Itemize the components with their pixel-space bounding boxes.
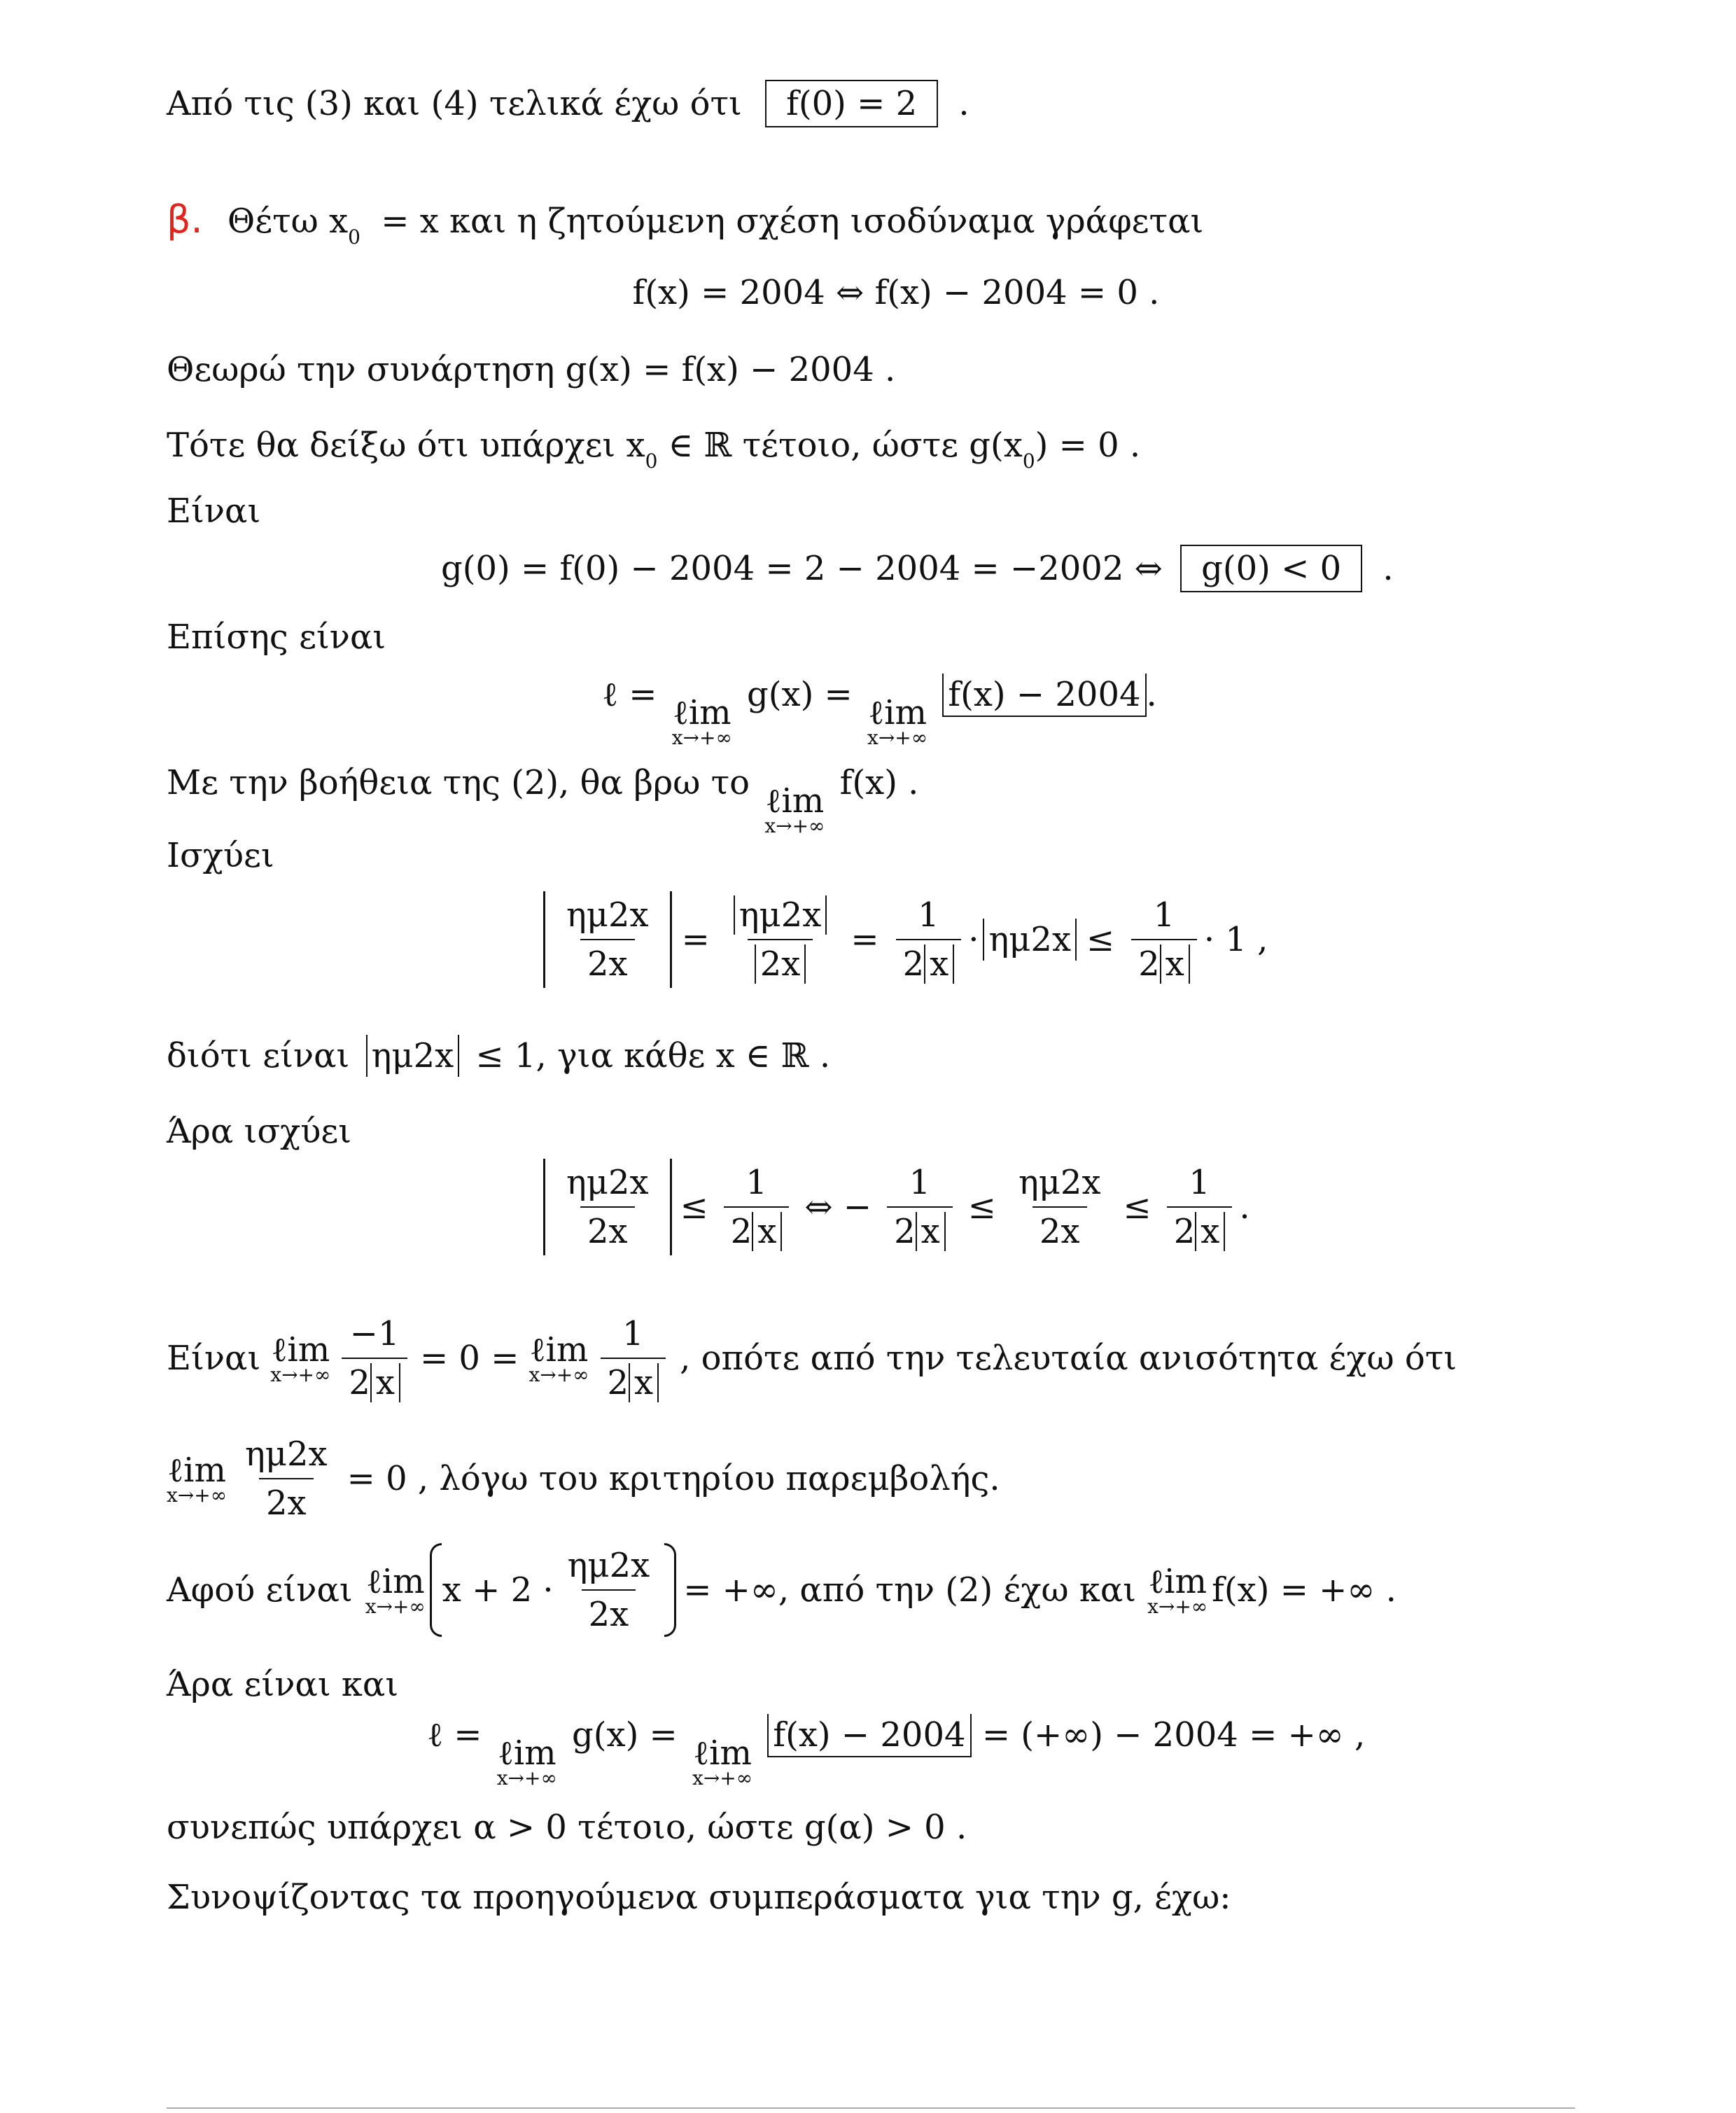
leq: ≤ [967,1187,996,1227]
text: Θέτω x [227,202,349,241]
line-squeeze-result [167,1430,1000,1528]
text: ∈ ℝ τέτοιο, ώστε g(x [668,426,1023,465]
abs-value: ημ2x [366,1035,460,1077]
iff: ⇔ − [804,1187,872,1227]
equation-g0 [441,545,1394,592]
period: . [958,84,969,123]
equation-text: g(0) = f(0) − 2004 = 2 − 2004 = −2002 ⇔ [441,549,1163,588]
lim-sub: x→+∞ [764,814,825,837]
abs-x: x [629,1363,659,1402]
line-limit-plus-inf [167,1537,1396,1643]
text: ℓ = [427,1715,482,1755]
text: Αφού είναι [167,1570,353,1610]
dot: · [968,920,979,959]
lim-text: ℓim [868,693,927,732]
denominator: 2x [755,944,806,984]
bracketed-expression: f(x) − 2004 [942,674,1146,717]
lim-text: ℓim [1148,1562,1208,1601]
numerator: 1 [622,1314,644,1353]
abs-x: x [1195,1212,1225,1251]
lim-sub: x→+∞ [1147,1595,1208,1618]
text: Επίσης είναι [167,618,386,657]
limit-operator [365,1562,426,1618]
limit-operator [671,693,732,749]
part-label: β. [167,197,203,242]
text: ≤ 1, για κάθε x ∈ ℝ . [475,1036,831,1075]
numerator: ημ2x [245,1435,328,1474]
lim-sub: x→+∞ [167,1484,227,1507]
lim-sub: x→+∞ [671,726,732,749]
numerator: 1 [1153,895,1175,935]
text: g(x) = [572,1715,678,1755]
numerator: 1 [918,895,939,935]
limit-operator [867,693,928,749]
denominator: 2 [349,1363,370,1402]
numerator: ημ2x [566,1163,649,1202]
subscript: 0 [348,225,360,249]
abs-x: x [752,1212,782,1251]
text: Από τις (3) και (4) τελικά έχω ότι [167,84,742,123]
fraction [887,1163,953,1251]
subscript: 0 [1022,449,1035,473]
leq: ≤ [1086,920,1115,959]
denominator: 2x [580,939,635,984]
fraction [238,1435,335,1523]
equation-ell-infinity [427,1714,1366,1790]
denominator: 2 [894,1212,916,1251]
denominator: 2x [582,1589,636,1634]
fraction [342,1314,407,1402]
equals: = [850,920,879,959]
limit-operator [496,1734,557,1790]
text: x + 2 · [442,1570,554,1610]
numerator: ημ2x [566,895,649,935]
lim-sub: x→+∞ [365,1595,426,1618]
lim-text: ℓim [672,693,732,732]
part-beta-intro [167,199,1203,258]
abs-fraction [543,891,672,988]
text: = 0 , λόγω του κριτηρίου παρεμβολής. [346,1459,1000,1498]
footer-rule [167,2107,1575,2109]
line-isxyei [167,835,274,877]
text: , οπότε από την τελευταία ανισότητα έχω ότι [680,1339,1457,1378]
line-limit-f [167,762,918,835]
fraction [601,1314,666,1402]
denominator: 2 [1173,1212,1196,1251]
text: Τότε θα δείξω ότι υπάρχει x [167,426,645,465]
equation-squeeze [543,1151,1250,1263]
text: Θεωρώ την συνάρτηση g(x) = f(x) − 2004 . [167,350,896,389]
numerator: 1 [746,1163,767,1202]
equation-ell [602,674,1157,749]
line-summary [167,1876,1231,1918]
line-einai [167,490,260,532]
fraction [1011,1163,1108,1251]
text: = 0 = [419,1339,519,1378]
period: . [1146,675,1157,714]
fraction [1167,1163,1233,1251]
denominator: 2 [1138,944,1160,984]
numerator: ημ2x [1018,1163,1101,1202]
text: ℓ = [602,675,657,714]
text: = (+∞) − 2004 = +∞ , [981,1715,1366,1755]
fraction [727,895,834,984]
text: συνεπώς υπάρχει α > 0 τέτοιο, ώστε g(α) > 0 . [167,1808,967,1847]
numerator: ημ2x [734,895,827,935]
denominator: 2x [580,1206,635,1251]
numerator: 1 [909,1163,931,1202]
numerator: −1 [349,1314,400,1353]
abs-x: x [916,1212,946,1251]
bracketed-expression: f(x) − 2004 [767,1714,971,1757]
lim-sub: x→+∞ [867,726,928,749]
denominator: 2 [730,1212,752,1251]
lim-text: ℓim [271,1330,330,1369]
period: . [1239,1187,1250,1227]
denominator: 2 [607,1363,629,1402]
line-dioti [167,1035,830,1077]
fraction [896,895,962,984]
text: = +∞, από την (2) έχω και [683,1570,1137,1610]
text: Είναι [167,491,261,531]
line-episis [167,616,386,658]
limit-operator [1147,1562,1208,1618]
line-exists-alpha [167,1806,967,1848]
leq: ≤ [680,1187,708,1227]
equation-bound [543,884,1268,996]
lim-text: ℓim [497,1734,556,1773]
limit-operator [270,1330,331,1386]
line-ara-einai [167,1664,398,1706]
boxed-result: f(0) = 2 [765,80,938,127]
lim-text: ℓim [765,781,825,821]
text: Είναι [167,1339,261,1378]
lim-sub: x→+∞ [692,1766,753,1790]
equals: = [681,920,710,959]
abs-fraction [543,1159,672,1255]
text: διότι είναι [167,1036,350,1075]
abs-x: x [370,1363,400,1402]
limit-operator [528,1330,589,1386]
boxed-result: g(0) < 0 [1180,545,1362,592]
equation-text: f(x) = 2004 ⇔ f(x) − 2004 = 0 . [632,273,1160,312]
line-limits-bounds [167,1302,1457,1414]
line-ara [167,1110,351,1152]
denominator: 2x [259,1478,314,1523]
text: Συνοψίζοντας τα προηγούμενα συμπεράσματα για την g, έχω: [167,1878,1231,1917]
abs-x: x [1160,944,1190,984]
numerator: ημ2x [567,1546,650,1585]
line-define-g [167,349,895,391]
lim-text: ℓim [529,1330,589,1369]
text: f(x) . [839,763,919,802]
limit-operator [764,781,825,837]
equation-equivalence [0,272,1736,314]
text: g(x) = [747,675,853,714]
lim-text: ℓim [693,1734,752,1773]
abs-x: x [924,944,954,984]
lim-text: ℓim [167,1451,226,1490]
period: . [1382,549,1394,588]
text: f(x) = +∞ . [1212,1570,1396,1610]
line-show-root [167,424,1140,482]
text: ) = 0 . [1035,426,1141,465]
limit-operator [692,1734,753,1790]
lim-sub: x→+∞ [270,1363,331,1386]
lim-sub: x→+∞ [528,1363,589,1386]
fraction [561,1546,657,1634]
lim-sub: x→+∞ [496,1766,557,1790]
numerator: 1 [1189,1163,1210,1202]
parenthesized-expression [430,1543,676,1637]
line-conclusion-f0 [167,80,969,127]
text: Με την βοήθεια της (2), θα βρω το [167,763,750,802]
text: Άρα είναι και [167,1665,399,1704]
text: · 1 , [1203,920,1268,959]
abs-value: ημ2x [983,919,1077,961]
leq: ≤ [1123,1187,1152,1227]
limit-operator [167,1451,227,1507]
text: = x και η ζητούμενη σχέση ισοδύναμα γράφεται [381,202,1204,241]
denominator: 2x [1032,1206,1087,1251]
fraction [724,1163,790,1251]
denominator: 2 [902,944,925,984]
lim-text: ℓim [365,1562,425,1601]
text: Ισχύει [167,836,274,875]
fraction [1131,895,1197,984]
text: Άρα ισχύει [167,1112,352,1151]
subscript: 0 [645,449,658,473]
